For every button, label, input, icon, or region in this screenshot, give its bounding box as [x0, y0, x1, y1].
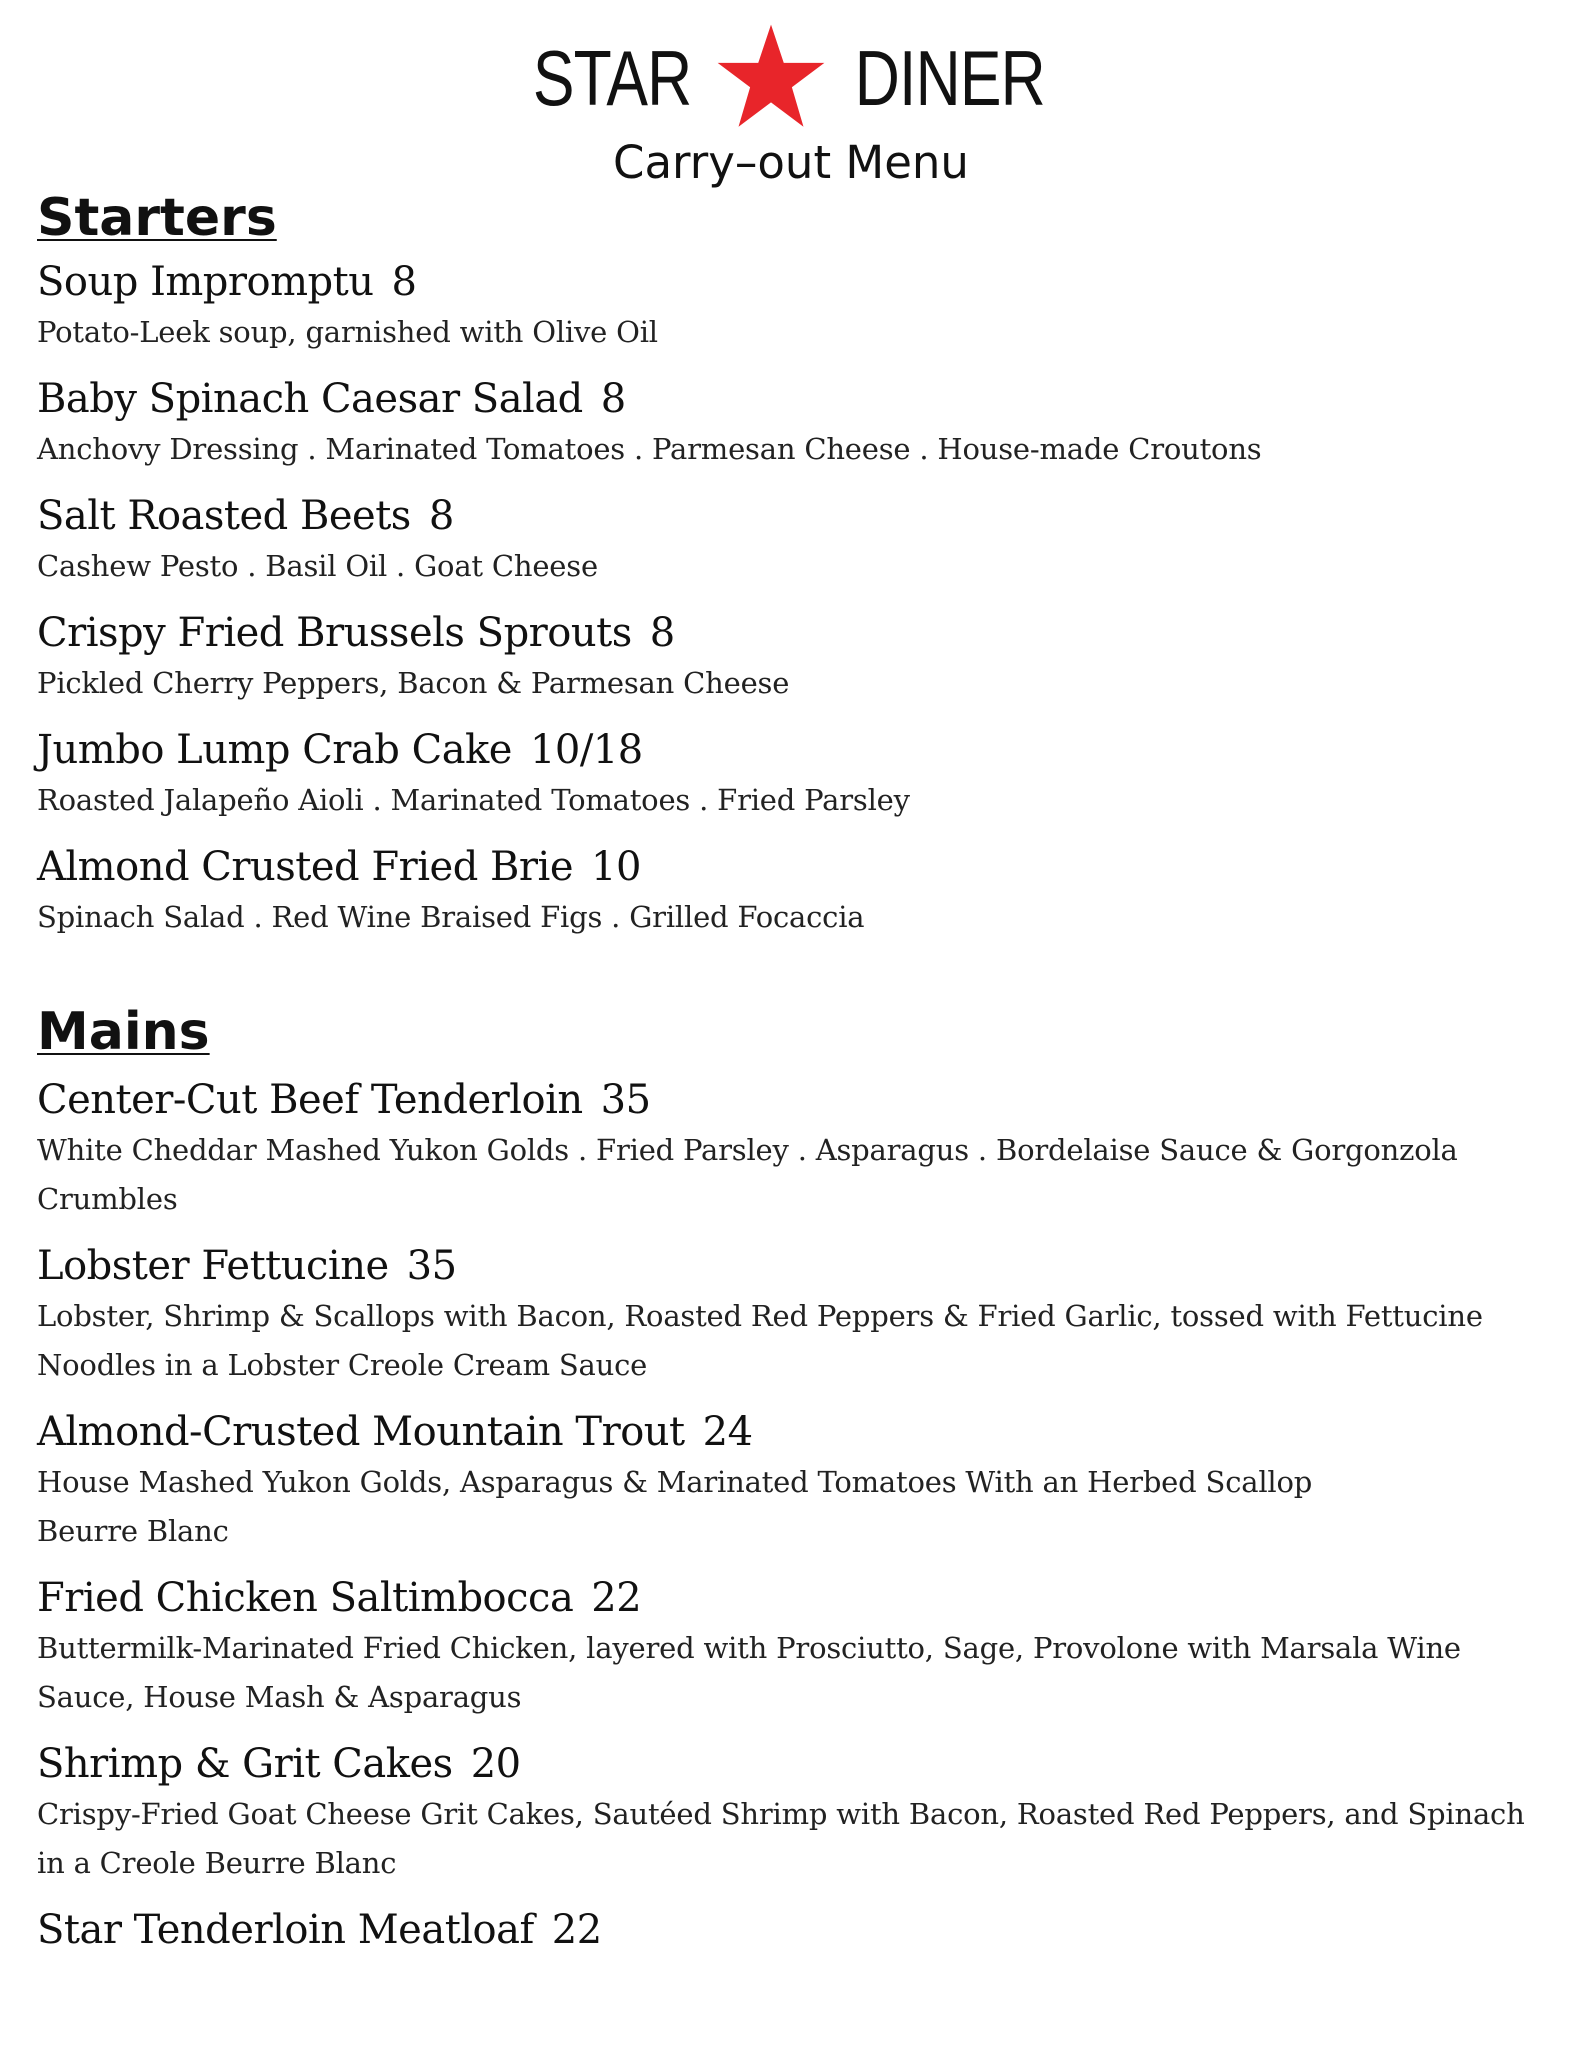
menu-subtitle: Carry–out Menu — [613, 136, 969, 189]
menu-item — [37, 1074, 1547, 1224]
item-name: Jumbo Lump Crab Cake — [37, 727, 512, 773]
menu-item — [37, 841, 1547, 942]
item-description: Buttermilk-Marinated Fried Chicken, layered with Prosciutto, Sage, Provolone with Marsala Wine Sauce, House Mash & Asparagus — [37, 1631, 1461, 1714]
item-price: 10 — [591, 844, 641, 890]
item-name: Salt Roasted Beets — [37, 493, 411, 539]
item-name: Almond Crusted Fried Brie — [37, 844, 573, 890]
section-title-mains: Mains — [37, 1002, 210, 1062]
item-price: 8 — [600, 376, 626, 422]
menu-item — [37, 607, 1547, 708]
item-name: Fried Chicken Saltimbocca — [37, 1575, 574, 1621]
item-price: 8 — [649, 610, 675, 656]
logo-word-left: STAR — [532, 34, 692, 122]
item-description: House Mashed Yukon Golds, Asparagus & Marinated Tomatoes With an Herbed Scallop Beurre Blanc — [37, 1465, 1313, 1548]
item-name: Soup Impromptu — [37, 259, 374, 305]
item-price: 22 — [551, 1907, 602, 1953]
menu-item — [37, 490, 1547, 591]
item-price: 20 — [470, 1741, 521, 1787]
item-price: 10/18 — [529, 727, 643, 773]
star-icon — [713, 20, 829, 136]
item-price: 35 — [600, 1077, 651, 1123]
item-description: Roasted Jalapeño Aioli . Marinated Tomatoes . Fried Parsley — [37, 783, 910, 817]
menu-item — [37, 724, 1547, 825]
item-description: Lobster, Shrimp & Scallops with Bacon, Roasted Red Peppers & Fried Garlic, tossed with Fettucine Noodles in a Lobster Creole Cream Sauce — [37, 1299, 1483, 1382]
item-description: Potato-Leek soup, garnished with Olive Oil — [37, 315, 658, 349]
item-description: White Cheddar Mashed Yukon Golds . Fried Parsley . Asparagus . Bordelaise Sauce & Gorgonzola Crumbles — [37, 1133, 1458, 1216]
item-name: Lobster Fettucine — [37, 1243, 389, 1289]
menu-item — [37, 256, 1547, 357]
menu-header — [0, 18, 1582, 189]
menu-item — [37, 1904, 1547, 1956]
menu-item — [37, 1572, 1547, 1722]
item-description: Pickled Cherry Peppers, Bacon & Parmesan Cheese — [37, 666, 790, 700]
item-description: Crispy-Fried Goat Cheese Grit Cakes, Sautéed Shrimp with Bacon, Roasted Red Peppers, and Spinach in a Creole Beurre Blanc — [37, 1797, 1525, 1880]
item-description: Anchovy Dressing . Marinated Tomatoes . Parmesan Cheese . House-made Croutons — [37, 432, 1262, 466]
logo-word-right: DINER — [855, 34, 1046, 122]
item-price: 35 — [406, 1243, 457, 1289]
menu-item — [37, 1406, 1547, 1556]
item-name: Shrimp & Grit Cakes — [37, 1741, 453, 1787]
menu-item — [37, 1738, 1547, 1888]
item-price: 8 — [391, 259, 417, 305]
menu-item — [37, 1240, 1547, 1390]
item-name: Star Tenderloin Meatloaf — [37, 1907, 534, 1953]
item-description: Spinach Salad . Red Wine Braised Figs . Grilled Focaccia — [37, 900, 865, 934]
item-name: Baby Spinach Caesar Salad — [37, 376, 583, 422]
item-name: Crispy Fried Brussels Sprouts — [37, 610, 632, 656]
item-name: Center-Cut Beef Tenderloin — [37, 1077, 583, 1123]
item-price: 8 — [428, 493, 454, 539]
item-description: Cashew Pesto . Basil Oil . Goat Cheese — [37, 549, 598, 583]
menu-content — [37, 188, 1547, 1956]
item-price: 22 — [591, 1575, 642, 1621]
star-diner-logo — [0, 18, 1582, 138]
item-price: 24 — [702, 1409, 753, 1455]
menu-item — [37, 373, 1547, 474]
section-title-starters: Starters — [37, 188, 277, 248]
item-name: Almond-Crusted Mountain Trout — [37, 1409, 685, 1455]
